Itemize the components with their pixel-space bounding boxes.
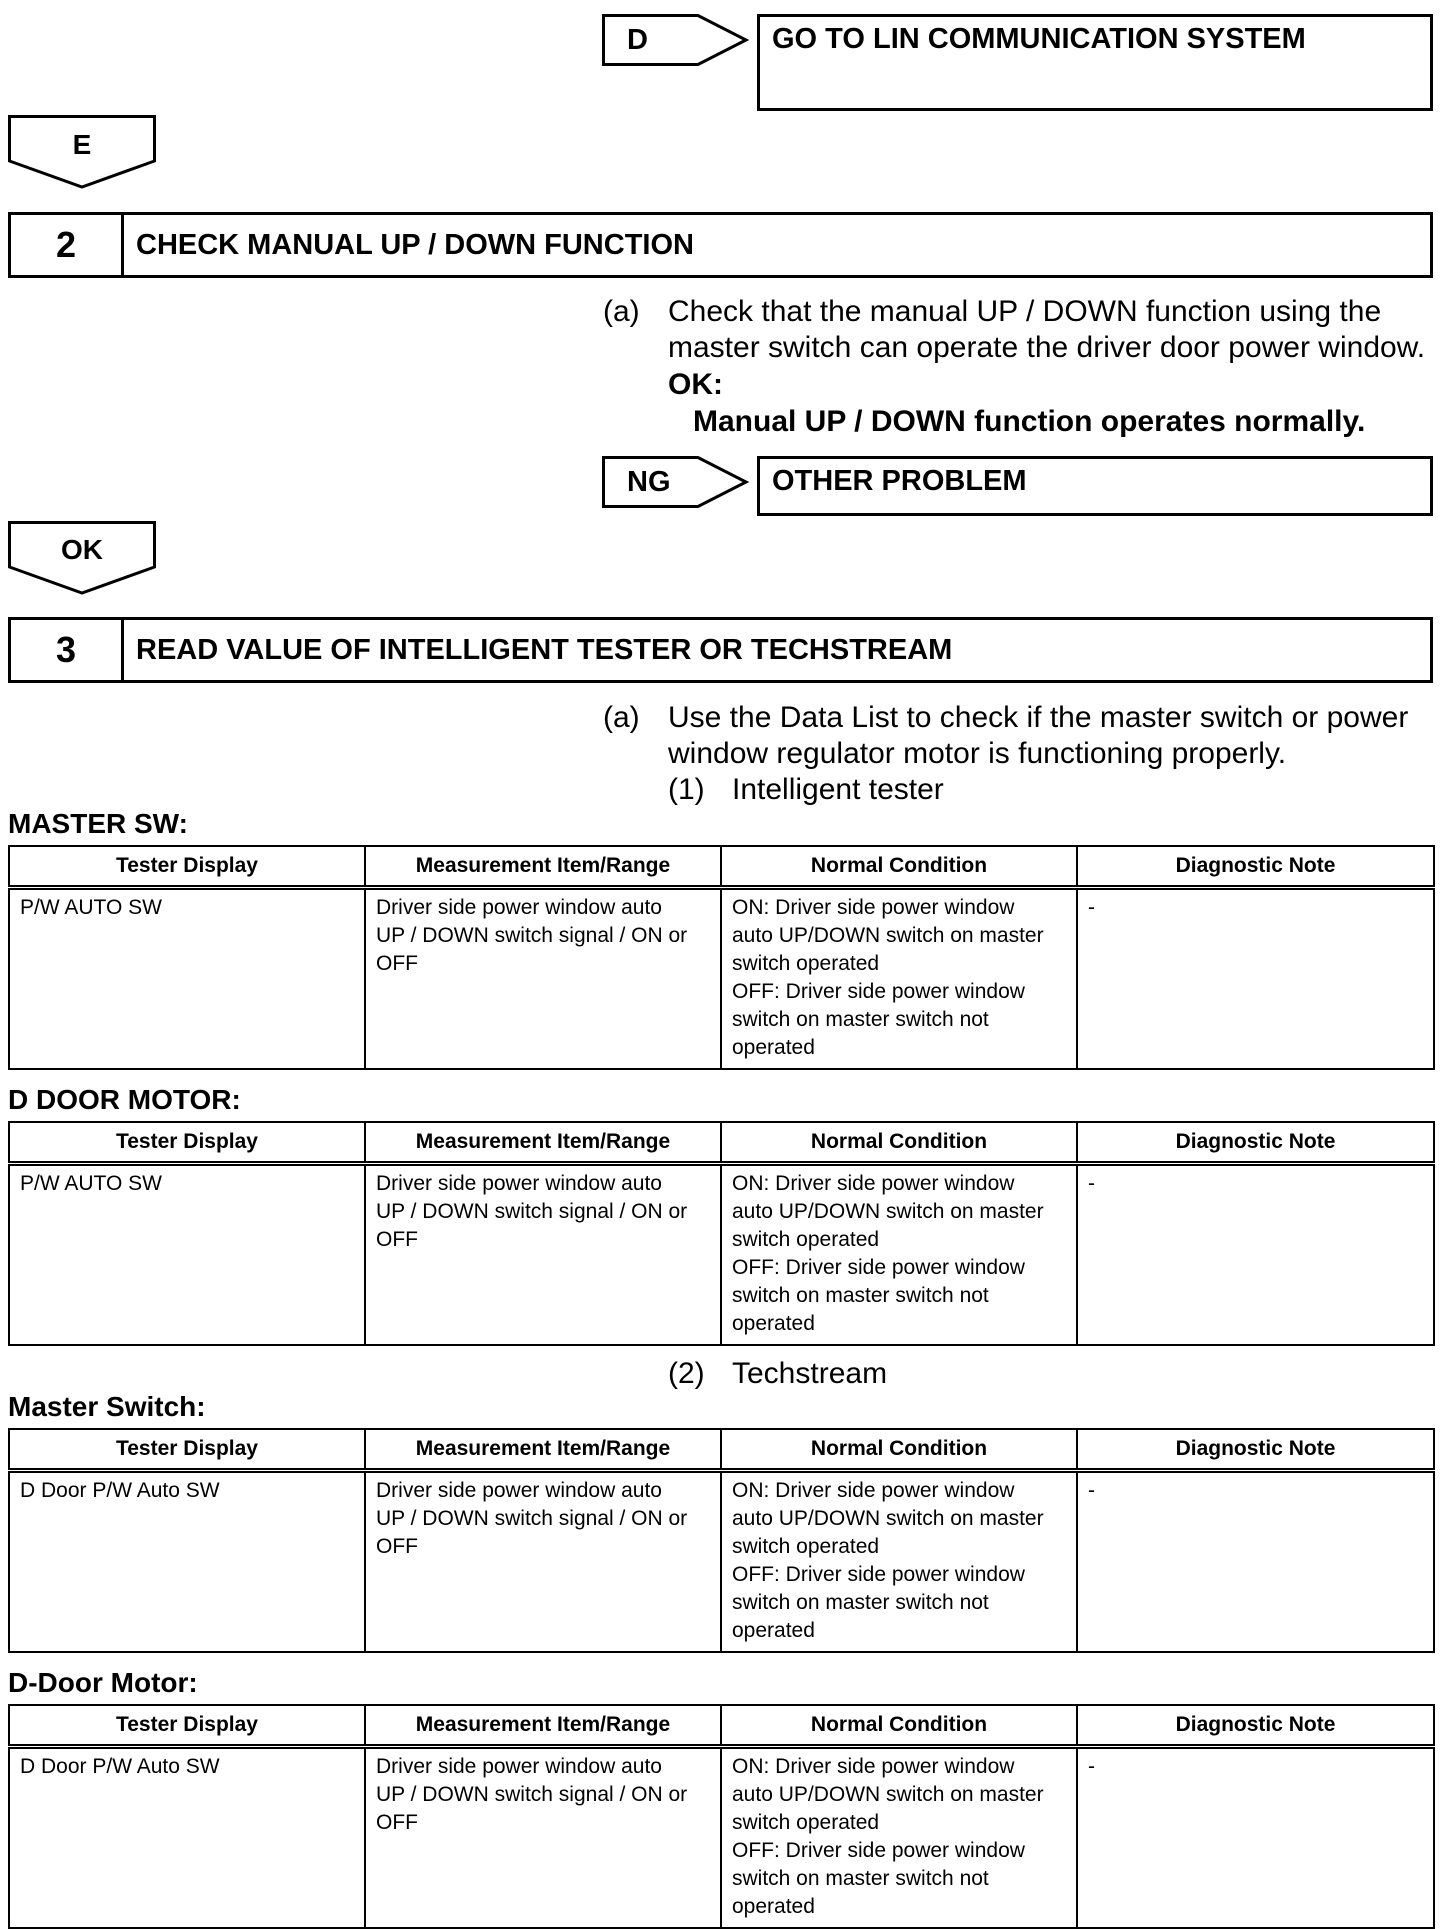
column-header: Tester Display <box>9 1429 365 1471</box>
step-3-instruction-a <box>603 700 1433 775</box>
branch-arrow-icon <box>680 14 750 66</box>
diagnostic-note-cell: - <box>1077 1747 1434 1929</box>
tester-display-cell: P/W AUTO SW <box>9 1164 365 1346</box>
branch-d-result: GO TO LIN COMMUNICATION SYSTEM <box>757 14 1433 111</box>
branch-ng-label: NG <box>602 456 682 508</box>
step-3-instruction-1 <box>668 772 1068 808</box>
step-2-ok-text: Manual UP / DOWN function operates normally. <box>693 405 1366 438</box>
instruction-line: Intelligent tester <box>732 773 944 806</box>
data-list-table <box>8 845 1435 1070</box>
column-header: Normal Condition <box>721 1429 1077 1471</box>
instruction-line: Use the Data List to check if the master switch or power <box>668 701 1409 734</box>
instruction-line: master switch can operate the driver door power window. <box>668 331 1426 364</box>
table-row <box>9 1747 1434 1929</box>
step-2-number: 2 <box>11 215 124 275</box>
step-2-ok-label: OK: <box>668 368 723 401</box>
normal-condition-cell: ON: Driver side power window auto UP/DOWN switch on master switch operated OFF: Driver side power window switch on master switch not operated <box>721 888 1077 1070</box>
column-header: Tester Display <box>9 1122 365 1164</box>
normal-condition-cell: ON: Driver side power window auto UP/DOWN switch on master switch operated OFF: Driver side power window switch on master switch not operated <box>721 1747 1077 1929</box>
instruction-mark: (1) <box>668 773 705 806</box>
column-header: Diagnostic Note <box>1077 1122 1434 1164</box>
instruction-line: window regulator motor is functioning properly. <box>668 737 1287 770</box>
data-list-table <box>8 1704 1435 1929</box>
column-header: Diagnostic Note <box>1077 1429 1434 1471</box>
column-header: Measurement Item/Range <box>365 1705 721 1747</box>
step-2-header <box>8 212 1433 278</box>
column-header: Normal Condition <box>721 1122 1077 1164</box>
step-3-number: 3 <box>11 620 124 680</box>
column-header: Tester Display <box>9 846 365 888</box>
result-ok-label: OK <box>61 534 103 565</box>
column-header: Measurement Item/Range <box>365 1122 721 1164</box>
diagnostic-note-cell: - <box>1077 888 1434 1070</box>
column-header: Normal Condition <box>721 846 1077 888</box>
step-3-instruction-2 <box>668 1356 1068 1392</box>
section-label: MASTER SW: <box>8 808 188 839</box>
instruction-line: Techstream <box>732 1357 888 1390</box>
measurement-cell: Driver side power window auto UP / DOWN switch signal / ON or OFF <box>365 1164 721 1346</box>
table-row <box>9 888 1434 1070</box>
step-3-title: READ VALUE OF INTELLIGENT TESTER OR TECHSTREAM <box>136 633 953 666</box>
section-label: D DOOR MOTOR: <box>8 1084 241 1115</box>
normal-condition-cell: ON: Driver side power window auto UP/DOWN switch on master switch operated OFF: Driver side power window switch on master switch not operated <box>721 1164 1077 1346</box>
data-list-table <box>8 1428 1435 1653</box>
step-2-instruction-a <box>603 294 1433 369</box>
section-label: D-Door Motor: <box>8 1667 198 1698</box>
column-header: Diagnostic Note <box>1077 1705 1434 1747</box>
instruction-mark: (a) <box>603 295 640 328</box>
branch-arrow-icon <box>680 456 750 508</box>
table-row <box>9 1471 1434 1653</box>
table-row <box>9 1164 1434 1346</box>
tester-display-cell: P/W AUTO SW <box>9 888 365 1070</box>
measurement-cell: Driver side power window auto UP / DOWN switch signal / ON or OFF <box>365 888 721 1070</box>
instruction-line: Check that the manual UP / DOWN function using the <box>668 295 1382 328</box>
result-e-label: E <box>72 129 92 160</box>
normal-condition-cell: ON: Driver side power window auto UP/DOWN switch on master switch operated OFF: Driver side power window switch on master switch not operated <box>721 1471 1077 1653</box>
data-list-table <box>8 1121 1435 1346</box>
column-header: Normal Condition <box>721 1705 1077 1747</box>
column-header: Diagnostic Note <box>1077 846 1434 888</box>
branch-ng-result: OTHER PROBLEM <box>757 456 1433 516</box>
measurement-cell: Driver side power window auto UP / DOWN switch signal / ON or OFF <box>365 1471 721 1653</box>
tester-display-cell: D Door P/W Auto SW <box>9 1471 365 1653</box>
diagnostic-note-cell: - <box>1077 1471 1434 1653</box>
step-3-header <box>8 617 1433 683</box>
column-header: Tester Display <box>9 1705 365 1747</box>
instruction-mark: (a) <box>603 701 640 734</box>
measurement-cell: Driver side power window auto UP / DOWN switch signal / ON or OFF <box>365 1747 721 1929</box>
diagnostic-note-cell: - <box>1077 1164 1434 1346</box>
instruction-mark: (2) <box>668 1357 705 1390</box>
column-header: Measurement Item/Range <box>365 1429 721 1471</box>
tester-display-cell: D Door P/W Auto SW <box>9 1747 365 1929</box>
column-header: Measurement Item/Range <box>365 846 721 888</box>
step-2-title: CHECK MANUAL UP / DOWN FUNCTION <box>136 228 694 261</box>
branch-d-label: D <box>602 14 682 66</box>
section-label: Master Switch: <box>8 1391 206 1422</box>
